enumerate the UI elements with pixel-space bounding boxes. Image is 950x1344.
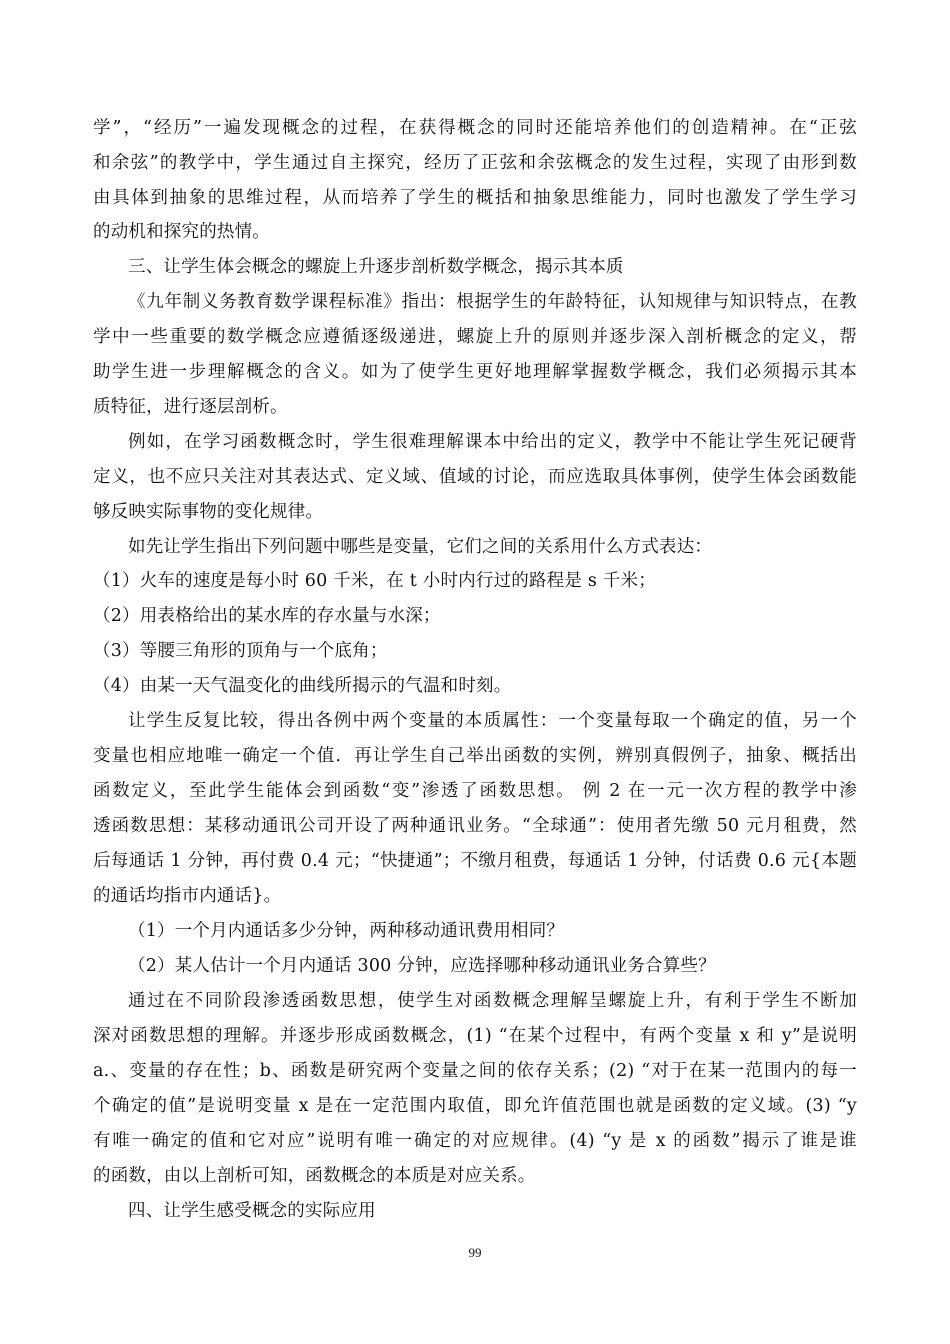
paragraph-line: 助学生进一步理解概念的含义。如为了使学生更好地理解掌握数学概念，我们必须揭示其本 xyxy=(93,362,857,382)
list-item: （2）某人估计一个月内通话 300 分钟，应选择哪种移动通讯业务合算些？ xyxy=(128,956,716,976)
paragraph-line: 通过在不同阶段渗透函数思想，使学生对函数概念理解呈螺旋上升，有利于学生不断加 xyxy=(128,991,857,1011)
paragraph-line: 有唯一确定的值和它对应”说明有唯一确定的对应规律。(4) “y 是 x 的函数”揭示了谁是谁 xyxy=(93,1131,857,1151)
paragraph-line: 变量也相应地唯一确定一个值．再让学生自己举出函数的实例，辨别真假例子，抽象、概括出 xyxy=(93,746,857,766)
paragraph-line: 个确定的值”是说明变量 x 是在一定范围内取值，即允许值范围也就是函数的定义域。(3) “y xyxy=(93,1096,857,1116)
paragraph-line: 质特征，进行逐层剖析。 xyxy=(93,397,288,417)
paragraph-line: 定义，也不应只关注对其表达式、定义域、值域的讨论，而应选取具体事例，使学生体会函数能 xyxy=(93,467,857,487)
paragraph-line: 学”，“经历”一遍发现概念的过程，在获得概念的同时还能培养他们的创造精神。在“正弦 xyxy=(93,118,857,138)
section-heading: 四、让学生感受概念的实际应用 xyxy=(128,1201,376,1221)
list-item: （3）等腰三角形的顶角与一个底角； xyxy=(93,641,388,661)
paragraph-line: 《九年制义务教育数学课程标准》指出：根据学生的年龄特征，认知规律与知识特点，在教 xyxy=(128,292,857,312)
paragraph-line: 让学生反复比较，得出各例中两个变量的本质属性：一个变量每取一个确定的值，另一个 xyxy=(128,711,857,731)
paragraph-line: 和余弦”的教学中，学生通过自主探究，经历了正弦和余弦概念的发生过程，实现了由形到数 xyxy=(93,153,857,173)
paragraph-line: 够反映实际事物的变化规律。 xyxy=(93,502,324,522)
list-item: （4）由某一天气温变化的曲线所揭示的气温和时刻。 xyxy=(93,676,512,696)
paragraph-line: 例如，在学习函数概念时，学生很难理解课本中给出的定义，教学中不能让学生死记硬背 xyxy=(128,432,857,452)
paragraph-line: 学中一些重要的数学概念应遵循逐级递进，螺旋上升的原则并逐步深入剖析概念的定义，帮 xyxy=(93,327,857,347)
paragraph-line: 如先让学生指出下列问题中哪些是变量，它们之间的关系用什么方式表达： xyxy=(128,537,713,557)
list-item: （1）一个月内通话多少分钟，两种移动通讯费用相同？ xyxy=(128,921,565,941)
paragraph-line: a.、变量的存在性；b、函数是研究两个变量之间的依存关系；(2) “对于在某一范围内的每一 xyxy=(93,1061,857,1081)
paragraph-line: 透函数思想：某移动通讯公司开设了两种通讯业务。“全球通”：使用者先缴 50 元月租费，然 xyxy=(93,816,857,836)
paragraph-line: 后每通话 1 分钟，再付费 0.4 元；“快捷通”；不缴月租费，每通话 1 分钟，付话费 0.6 元{本题 xyxy=(93,851,857,871)
paragraph-line: 函数定义，至此学生能体会到函数“变”渗透了函数思想。 例 2 在一元一次方程的教学中渗 xyxy=(93,781,857,801)
section-heading: 三、让学生体会概念的螺旋上升逐步剖析数学概念，揭示其本质 xyxy=(128,257,624,277)
list-item: （1）火车的速度是每小时 60 千米，在 t 小时内行过的路程是 s 千米； xyxy=(93,571,656,591)
paragraph-line: 深对函数思想的理解。并逐步形成函数概念，(1) “在某个过程中，有两个变量 x 和 y”是说明 xyxy=(93,1026,857,1046)
paragraph-line: 由具体到抽象的思维过程，从而培养了学生的概括和抽象思维能力，同时也激发了学生学习 xyxy=(93,188,857,208)
paragraph-line: 的通话均指市内通话}。 xyxy=(93,886,282,906)
paragraph-line: 的动机和探究的热情。 xyxy=(93,222,270,242)
list-item: （2）用表格给出的某水库的存水量与水深； xyxy=(93,606,441,626)
paragraph-line: 的函数，由以上剖析可知，函数概念的本质是对应关系。 xyxy=(93,1166,536,1186)
page-number: 99 xyxy=(468,1245,482,1260)
